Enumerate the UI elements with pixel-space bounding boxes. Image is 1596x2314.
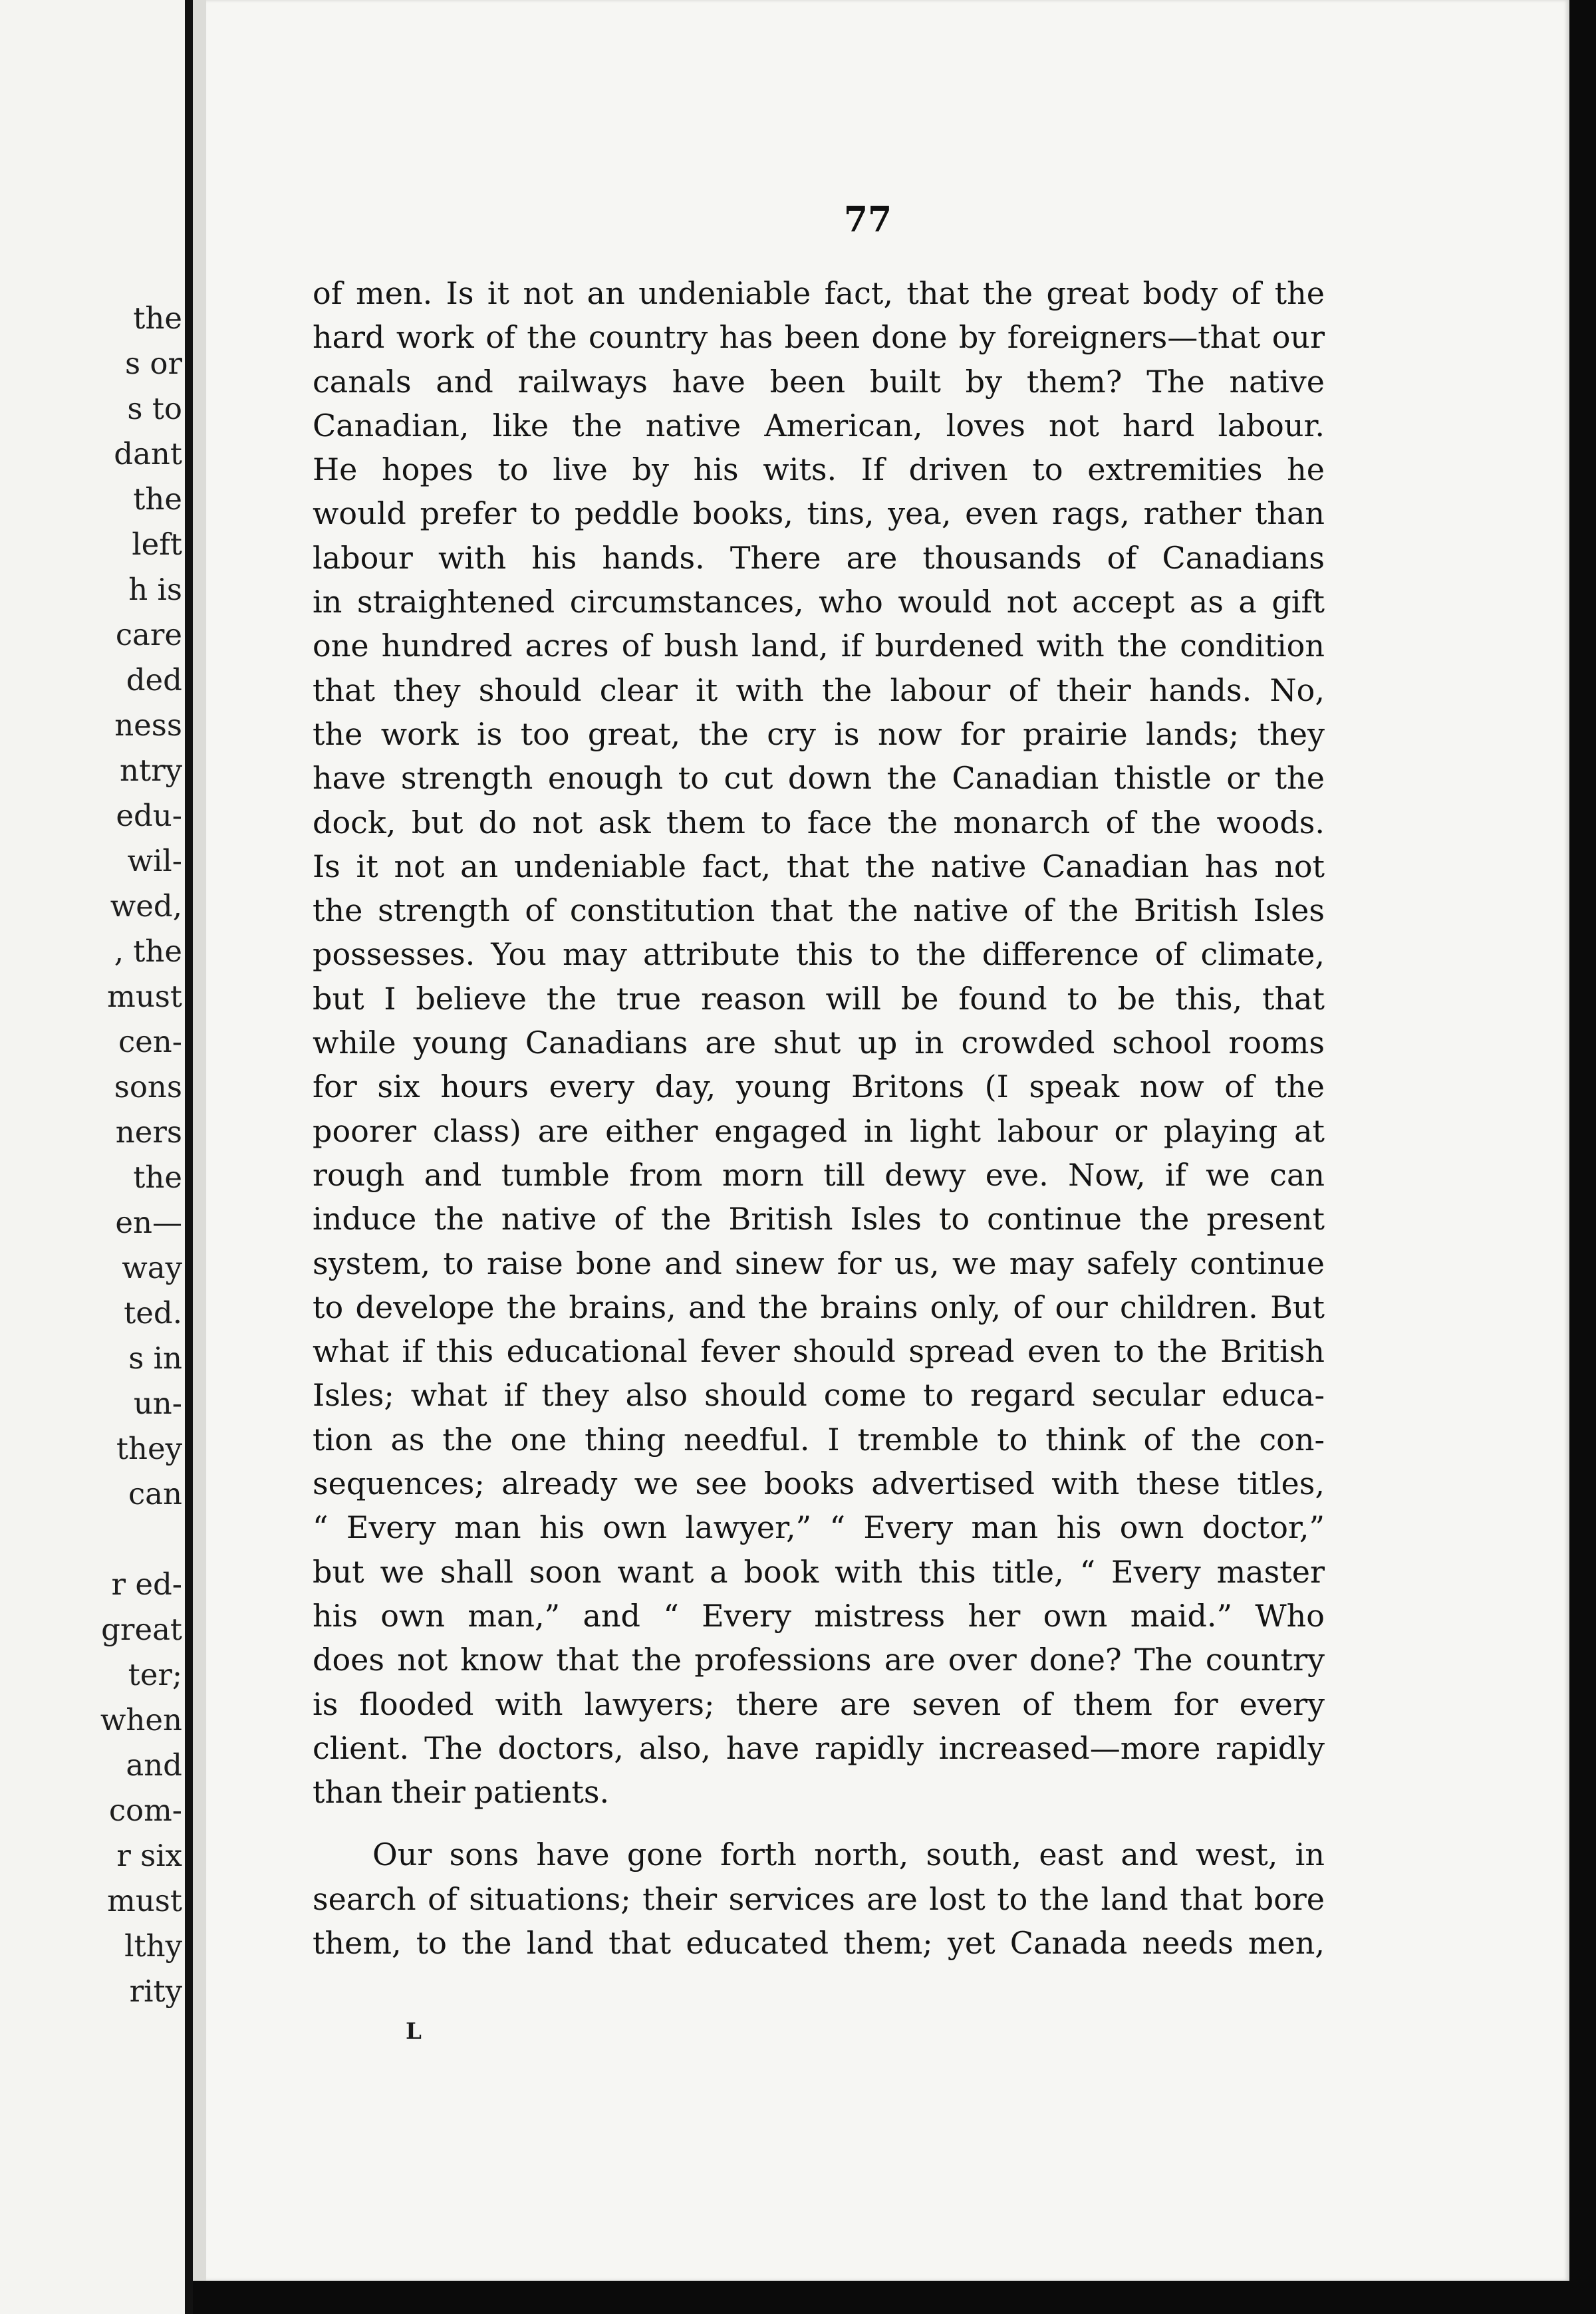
text-line: one hundred acres of bush land, if burdened with the condition [313, 628, 1325, 664]
text-line: while young Canadians are shut up in crowded school rooms [313, 1025, 1325, 1061]
left-fragment-line: s in [128, 1341, 182, 1376]
left-fragment-line: great [101, 1612, 182, 1647]
left-fragment-line: wil- [127, 843, 182, 878]
left-fragment-line: ntry [120, 753, 182, 788]
text-line: than their patients. [313, 1774, 610, 1811]
left-page-text-fragments [100, 296, 182, 2014]
text-line: “ Every man his own lawyer,” “ Every man his own doctor,” [313, 1509, 1325, 1546]
left-fragment-line: ded [126, 662, 182, 698]
left-fragment-line: way [122, 1250, 182, 1285]
left-fragment-line: can [128, 1476, 182, 1511]
text-line: to develope the brains, and the brains only, of our children. But [313, 1289, 1325, 1325]
page-number: 77 [843, 199, 892, 240]
right-scan-border [1569, 0, 1596, 2314]
text-line: Is it not an undeniable fact, that the native Canadian has not [313, 848, 1325, 884]
paragraph-1 [313, 271, 1325, 1814]
left-fragment-line: ners [115, 1114, 182, 1150]
text-line: hard work of the country has been done by foreigners—that our [313, 319, 1325, 356]
text-line: does not know that the professions are over done? The country [313, 1642, 1325, 1678]
left-fragment-line: must [107, 979, 182, 1014]
text-line: the strength of constitution that the native of the British Isles [313, 892, 1325, 929]
text-line: dock, but do not ask them to face the monarch of the woods. [313, 804, 1325, 840]
text-line: client. The doctors, also, have rapidly increased—more rapidly [313, 1730, 1325, 1766]
text-line: canals and railways have been built by them? The native [313, 363, 1325, 400]
text-line: the work is too great, the cry is now for prairie lands; they [313, 715, 1325, 752]
body-text [313, 271, 1325, 1965]
left-fragment-line: rity [129, 1974, 182, 2009]
left-fragment-line: s or [124, 346, 182, 381]
text-line: is flooded with lawyers; there are seven of them for every [313, 1686, 1325, 1722]
text-line: induce the native of the British Isles to continue the present [313, 1201, 1325, 1237]
left-fragment-line: the [133, 1160, 182, 1195]
text-line: of men. Is it not an undeniable fact, that the great body of the [313, 275, 1325, 311]
left-fragment-line: un- [133, 1386, 182, 1421]
text-line: search of situations; their services are lost to the land that bore [313, 1880, 1325, 1917]
left-fragment-line: the [133, 301, 182, 336]
left-fragment-line: ted. [124, 1295, 182, 1331]
left-fragment-line: left [132, 527, 182, 562]
text-line: possesses. You may attribute this to the difference of climate, [313, 936, 1325, 973]
main-page [206, 0, 1569, 2281]
left-fragment-line: cen- [118, 1024, 182, 1059]
text-line: them, to the land that educated them; yet Canada needs men, [313, 1924, 1325, 1961]
left-fragment-line: when [100, 1702, 182, 1737]
text-line: sequences; already we see books advertised with these titles, [313, 1466, 1325, 1502]
text-line: poorer class) are either engaged in light labour or playing at [313, 1112, 1325, 1149]
left-fragment-line: lthy [124, 1928, 182, 1964]
signature-mark: L [406, 2018, 422, 2045]
left-fragment-line: wed, [110, 888, 182, 924]
left-fragment-line: sons [114, 1069, 182, 1104]
book-gutter [193, 0, 206, 2314]
text-line: labour with his hands. There are thousands of Canadians [313, 539, 1325, 576]
bottom-scan-border [193, 2281, 1596, 2314]
left-fragment-line: edu- [116, 798, 182, 833]
text-line: but I believe the true reason will be found to be this, that [313, 980, 1325, 1017]
text-line: but we shall soon want a book with this title, “ Every master [313, 1553, 1325, 1590]
text-line: system, to raise bone and sinew for us, we may safely continue [313, 1245, 1325, 1281]
left-fragment-line: ness [114, 707, 182, 743]
text-line: tion as the one thing needful. I tremble to think of the con- [313, 1421, 1325, 1458]
left-fragment-line: must [107, 1883, 182, 1918]
left-fragment-line: , the [114, 934, 182, 969]
left-fragment-line: and [126, 1747, 182, 1783]
left-fragment-line: en— [115, 1205, 182, 1240]
text-line: Our sons have gone forth north, south, east and west, in [372, 1837, 1325, 1873]
text-line: that they should clear it with the labour of their hands. No, [313, 672, 1325, 708]
left-fragment-line: com- [108, 1793, 182, 1828]
left-page-edge [0, 0, 189, 2314]
paragraph-2 [313, 1833, 1325, 1965]
text-line: for six hours every day, young Britons (I speak now of the [313, 1069, 1325, 1105]
text-line: Canadian, like the native American, loves not hard labour. [313, 407, 1325, 444]
page-divider [185, 0, 193, 2314]
left-fragment-line: they [116, 1431, 182, 1466]
text-line: He hopes to live by his wits. If driven to extremities he [313, 451, 1325, 488]
left-fragment-line [100, 1517, 182, 1562]
left-fragment-line: h is [128, 572, 182, 607]
left-fragment-line: r ed- [111, 1567, 182, 1602]
text-line: have strength enough to cut down the Canadian thistle or the [313, 760, 1325, 797]
left-fragment-line: dant [114, 436, 182, 471]
left-fragment-line: s to [127, 391, 182, 426]
left-fragment-line: care [115, 617, 182, 652]
text-line: in straightened circumstances, who would not accept as a gift [313, 584, 1325, 620]
left-fragment-line: the [133, 481, 182, 517]
text-line: his own man,” and “ Every mistress her own maid.” Who [313, 1597, 1325, 1634]
left-fragment-line: r six [116, 1838, 182, 1873]
left-fragment-line: ter; [128, 1657, 182, 1692]
text-line: what if this educational fever should spread even to the British [313, 1333, 1325, 1370]
text-line: Isles; what if they also should come to regard secular educa- [313, 1377, 1325, 1414]
text-line: rough and tumble from morn till dewy eve. Now, if we can [313, 1156, 1325, 1193]
text-line: would prefer to peddle books, tins, yea, even rags, rather than [313, 495, 1325, 532]
